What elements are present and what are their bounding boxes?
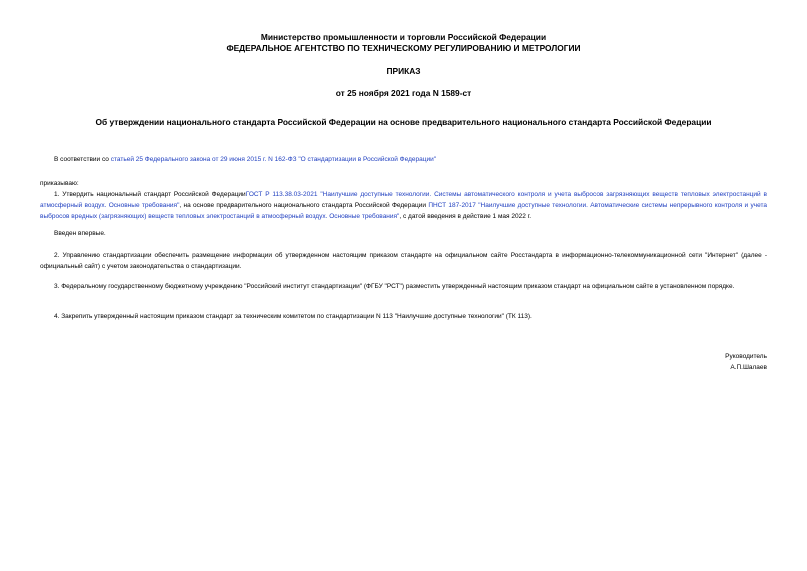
signatory-name: А.П.Шалаев: [730, 364, 767, 371]
item-3: 3. Федеральному государственному бюджетному учреждению "Российский институт стандартизации" (ФГБУ "РСТ") разместить утвержденный настоящим приказом стандарт на официальном сайте в установленном порядке.: [54, 283, 735, 290]
ministry-name: Министерство промышленности и торговли Российской Федерации: [260, 32, 547, 42]
item-4: 4. Закрепить утвержденный настоящим приказом стандарт за техническим комитетом по стандартизации N 113 "Наилучшие доступные технологии" (ТК 113).: [54, 313, 532, 320]
item1-suffix: , с датой введения в действие 1 мая 2022 г.: [399, 213, 532, 220]
doc-type: ПРИКАЗ: [386, 66, 421, 76]
order-word: приказываю:: [40, 180, 79, 187]
law-link[interactable]: статьей 25 Федерального закона от 29 июня 2015 г. N 162-ФЗ "О стандартизации в Российской Федерации": [110, 156, 437, 163]
doc-date-number: от 25 ноября 2021 года N 1589-ст: [335, 88, 472, 98]
preamble-prefix: В соответствии со: [54, 156, 111, 163]
item1-prefix: 1. Утвердить национальный стандарт Российской Федерации: [54, 191, 246, 198]
item1-middle: , на основе предварительного национального стандарта Российской Федерации: [179, 202, 429, 209]
item1-note: Введен впервые.: [54, 230, 106, 237]
agency-name: ФЕДЕРАЛЬНОЕ АГЕНТСТВО ПО ТЕХНИЧЕСКОМУ РЕГУЛИРОВАНИЮ И МЕТРОЛОГИИ: [226, 43, 581, 53]
gost-link[interactable]: ГОСТ Р 113.38.03-2021 "Наилучшие доступные технологии. Системы автоматического контроля и учета выбросов загрязняющих веществ тепловых электростанций в атмосферный воздух. Основные требования": [40, 191, 767, 209]
item-1: [40, 189, 767, 222]
item-2: 2. Управлению стандартизации обеспечить размещение информации об утвержденном настоящим приказом стандарте на официальном сайте Росстандарта в информационно-телекоммуникационной сети "Интернет" (далее - официальный сайт) с учетом законодательства о стандартизации.: [40, 252, 767, 270]
preamble: [40, 154, 767, 165]
pnst-link[interactable]: ПНСТ 187-2017 "Наилучшие доступные технологии. Автоматические системы непрерывного контроля и учета выбросов вредных (загрязняющих) веществ тепловых электростанций в атмосферный воздух. Основные требования": [40, 202, 768, 220]
signatory-position: Руководитель: [725, 353, 767, 360]
doc-title: Об утверждении национального стандарта Российской Федерации на основе предварительного национального стандарта Российской Федерации: [95, 117, 712, 127]
